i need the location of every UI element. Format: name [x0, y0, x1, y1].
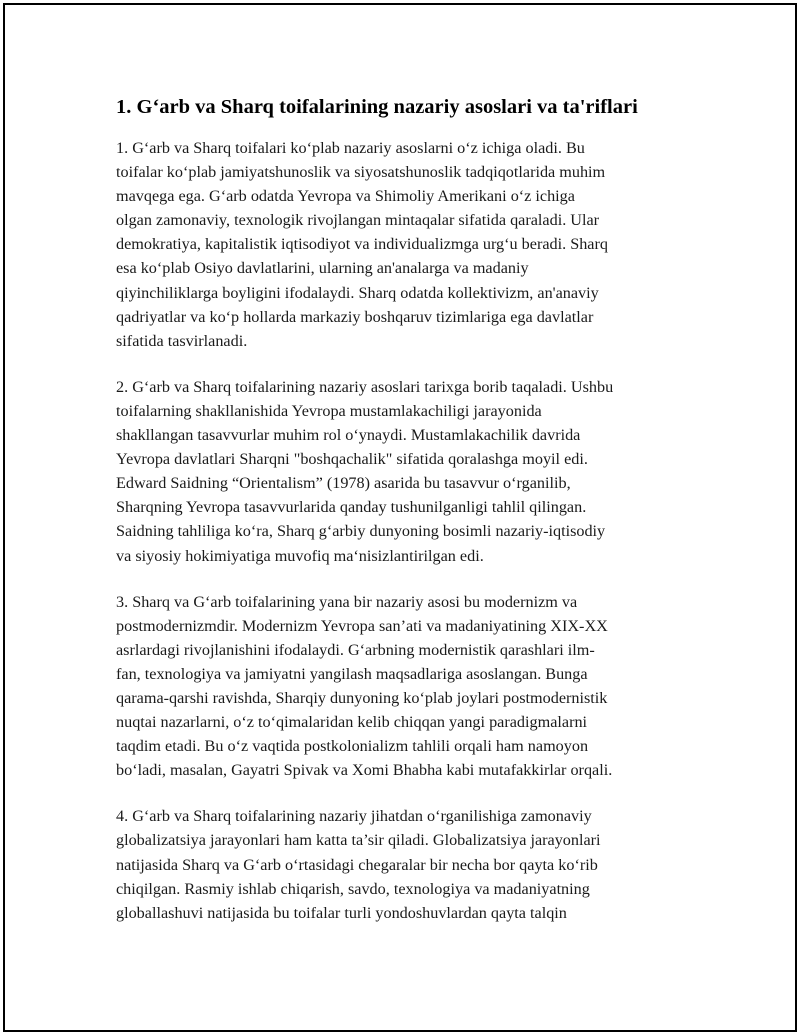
- paragraph-line: 2. G‘arb va Sharq toifalarining nazariy asoslari tarixga borib taqaladi. Ushbu: [116, 377, 614, 396]
- paragraph-line: sifatida tasvirlanadi.: [116, 331, 248, 350]
- paragraph-line: 1. G‘arb va Sharq toifalari ko‘plab nazariy asoslarni o‘z ichiga oladi. Bu: [116, 139, 585, 157]
- paragraph-line: bo‘ladi, masalan, Gayatri Spivak va Xomi Bhabha kabi mutafakkirlar orqali.: [116, 761, 613, 780]
- paragraph-line: olgan zamonaviy, texnologik rivojlangan mintaqalar sifatida qaraladi. Ular: [116, 211, 600, 230]
- paragraph-line: Saidning tahliliga ko‘ra, Sharq g‘arbiy dunyoning bosimli nazariy-iqtisodiy: [116, 522, 606, 541]
- paragraph-3: [116, 590, 688, 783]
- paragraph-line: 3. Sharq va G‘arb toifalarining yana bir nazariy asosi bu modernizm va: [116, 592, 578, 611]
- paragraph-line: Edward Saidning “Orientalism” (1978) asarida bu tasavvur o‘rganilib,: [116, 474, 571, 493]
- paragraph-line: globallashuvi natijasida bu toifalar turli yondoshuvlardan qayta talqin: [116, 903, 567, 922]
- paragraph-line: 4. G‘arb va Sharq toifalarining nazariy jihatdan o‘rganilishiga zamonaviy: [116, 807, 592, 826]
- paragraph-line: fan, texnologiya va jamiyatni yangilash maqsadlariga asoslangan. Bunga: [116, 664, 588, 683]
- paragraph-line: postmodernizmdir. Modernizm Yevropa san’ati va madaniyatining XIX-XX: [116, 616, 608, 635]
- paragraph-line: esa ko‘plab Osiyo davlatlarini, ularning an'analarga va madaniy: [116, 259, 529, 278]
- paragraph-line: asrlardagi rivojlanishini ifodalaydi. G‘arbning modernistik qarashlari ilm-: [116, 640, 595, 659]
- paragraph-2: [116, 375, 688, 568]
- paragraph-line: demokratiya, kapitalistik iqtisodiyot va individualizmga urg‘u beradi. Sharq: [116, 235, 608, 254]
- paragraph-line: natijasida Sharq va G‘arb o‘rtasidagi chegaralar bir necha bor qayta ko‘rib: [116, 855, 598, 874]
- paragraph-line: taqdim etadi. Bu o‘z vaqtida postkolonializm tahlili orqali ham namoyon: [116, 737, 589, 756]
- document-title: 1. G‘arb va Sharq toifalarining nazariy asoslari va ta'riflari: [116, 96, 638, 118]
- paragraph-line: va siyosiy hokimiyatiga muvofiq ma‘nisizlantirilgan edi.: [116, 546, 484, 565]
- paragraph-line: qiyinchiliklarga boyligini ifodalaydi. Sharq odatda kollektivizm, an'anaviy: [116, 283, 599, 302]
- paragraph-line: globalizatsiya jarayonlari ham katta ta’sir qiladi. Globalizatsiya jarayonlari: [116, 831, 601, 850]
- paragraph-1: [116, 136, 688, 353]
- paragraph-line: qadriyatlar va ko‘p hollarda markaziy boshqaruv tizimlariga ega davlatlar: [116, 307, 594, 326]
- paragraph-line: toifalar ko‘plab jamiyatshunoslik va siyosatshunoslik tadqiqotlarida muhim: [116, 163, 606, 182]
- paragraph-line: qarama-qarshi ravishda, Sharqiy dunyoning ko‘plab joylari postmodernistik: [116, 688, 608, 707]
- document-body: [116, 92, 688, 947]
- paragraph-line: mavqega ega. G‘arb odatda Yevropa va Shimoliy Amerikani o‘z ichiga: [116, 187, 575, 206]
- paragraph-line: toifalarning shakllanishida Yevropa mustamlakachiligi jarayonida: [116, 401, 542, 420]
- paragraph-line: shakllangan tasavvurlar muhim rol o‘ynaydi. Mustamlakachilik davrida: [116, 426, 581, 445]
- paragraph-line: chiqilgan. Rasmiy ishlab chiqarish, savdo, texnologiya va madaniyatning: [116, 879, 590, 898]
- paragraph-line: nuqtai nazarlarni, o‘z to‘qimalaridan kelib chiqqan yangi paradigmalarni: [116, 713, 588, 732]
- paragraph-line: Sharqning Yevropa tasavvurlarida qanday tushunilganligi tahlil qilingan.: [116, 498, 587, 517]
- paragraph-4: [116, 804, 688, 924]
- paragraph-line: Yevropa davlatlari Sharqni "boshqachalik" sifatida qoralashga moyil edi.: [116, 450, 588, 469]
